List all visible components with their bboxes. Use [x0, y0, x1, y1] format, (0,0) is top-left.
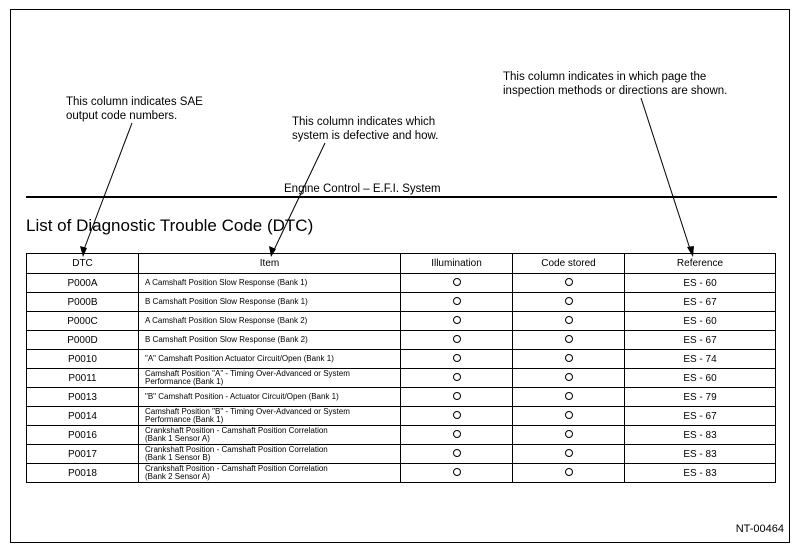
- reference-cell: ES - 60: [625, 312, 776, 331]
- illumination-cell: [401, 407, 513, 426]
- circle-mark-icon: [453, 316, 461, 324]
- table-row: [27, 350, 776, 369]
- item-text-line: Crankshaft Position - Camshaft Position Correlation: [145, 444, 328, 454]
- illumination-cell: [401, 388, 513, 407]
- table-row: [27, 426, 776, 445]
- reference-cell: ES - 67: [625, 331, 776, 350]
- table-row: [27, 407, 776, 426]
- illumination-cell: [401, 293, 513, 312]
- table-row: [27, 331, 776, 350]
- table-row: [27, 369, 776, 388]
- table-row: [27, 388, 776, 407]
- item-text-line: Camshaft Position "A" - Timing Over-Advanced or System: [145, 368, 350, 378]
- illumination-cell: [401, 445, 513, 464]
- list-title: List of Diagnostic Trouble Code (DTC): [26, 216, 314, 235]
- illumination-cell: [401, 312, 513, 331]
- column-header-code-stored: Code stored: [513, 254, 625, 274]
- item-text-line: Camshaft Position "B" - Timing Over-Advanced or System: [145, 406, 350, 416]
- circle-mark-icon: [565, 468, 573, 476]
- circle-mark-icon: [453, 335, 461, 343]
- code-stored-cell: [513, 293, 625, 312]
- dtc-table: [26, 253, 776, 483]
- illumination-cell: [401, 350, 513, 369]
- circle-mark-icon: [565, 449, 573, 457]
- circle-mark-icon: [565, 392, 573, 400]
- callout-item-line-1: This column indicates which: [292, 116, 436, 128]
- code-stored-cell: [513, 445, 625, 464]
- reference-cell: ES - 83: [625, 464, 776, 483]
- reference-cell: ES - 83: [625, 445, 776, 464]
- reference-cell: ES - 60: [625, 369, 776, 388]
- column-header-reference: Reference: [625, 254, 776, 274]
- item-cell: [139, 293, 401, 312]
- circle-mark-icon: [565, 430, 573, 438]
- arrow-item: [273, 143, 325, 252]
- illumination-cell: [401, 331, 513, 350]
- circle-mark-icon: [453, 373, 461, 381]
- dtc-code-cell: P000D: [27, 331, 139, 350]
- code-stored-cell: [513, 407, 625, 426]
- illumination-cell: [401, 369, 513, 388]
- code-stored-cell: [513, 274, 625, 293]
- item-text-line: (Bank 1 Sensor B): [145, 453, 211, 462]
- reference-cell: ES - 67: [625, 293, 776, 312]
- item-text-line: Performance (Bank 1): [145, 415, 224, 424]
- item-cell: [139, 407, 401, 426]
- circle-mark-icon: [565, 354, 573, 362]
- dtc-code-cell: P0014: [27, 407, 139, 426]
- item-cell: [139, 445, 401, 464]
- item-cell: [139, 426, 401, 445]
- table-header-row: [27, 254, 776, 274]
- table-row: [27, 293, 776, 312]
- item-text-line: A Camshaft Position Slow Response (Bank 2): [145, 315, 308, 325]
- circle-mark-icon: [565, 411, 573, 419]
- circle-mark-icon: [453, 449, 461, 457]
- circle-mark-icon: [453, 354, 461, 362]
- code-stored-cell: [513, 464, 625, 483]
- code-stored-cell: [513, 388, 625, 407]
- dtc-code-cell: P000B: [27, 293, 139, 312]
- circle-mark-icon: [453, 297, 461, 305]
- reference-cell: ES - 60: [625, 274, 776, 293]
- illumination-cell: [401, 274, 513, 293]
- item-text-line: B Camshaft Position Slow Response (Bank 1): [145, 296, 308, 306]
- illumination-cell: [401, 426, 513, 445]
- circle-mark-icon: [453, 411, 461, 419]
- circle-mark-icon: [565, 316, 573, 324]
- code-stored-cell: [513, 331, 625, 350]
- table-body: [27, 274, 776, 483]
- code-stored-cell: [513, 426, 625, 445]
- reference-cell: ES - 79: [625, 388, 776, 407]
- callout-dtc-line-1: This column indicates SAE: [66, 96, 203, 108]
- item-text-line: "B" Camshaft Position - Actuator Circuit/Open (Bank 1): [145, 391, 339, 401]
- item-text-line: (Bank 1 Sensor A): [145, 434, 210, 443]
- dtc-code-cell: P0018: [27, 464, 139, 483]
- dtc-code-cell: P0013: [27, 388, 139, 407]
- table-row: [27, 464, 776, 483]
- item-cell: [139, 331, 401, 350]
- reference-cell: ES - 83: [625, 426, 776, 445]
- circle-mark-icon: [565, 335, 573, 343]
- callout-dtc-line-2: output code numbers.: [66, 110, 178, 122]
- circle-mark-icon: [565, 373, 573, 381]
- arrow-reference: [641, 98, 691, 252]
- dtc-code-cell: P0017: [27, 445, 139, 464]
- circle-mark-icon: [453, 468, 461, 476]
- arrow-dtc: [83, 123, 132, 252]
- item-cell: [139, 464, 401, 483]
- circle-mark-icon: [453, 430, 461, 438]
- table-row: [27, 312, 776, 331]
- dtc-code-cell: P0011: [27, 369, 139, 388]
- item-text-line: A Camshaft Position Slow Response (Bank 1): [145, 277, 308, 287]
- code-stored-cell: [513, 369, 625, 388]
- callout-item-line-2: system is defective and how.: [292, 130, 439, 142]
- dtc-code-cell: P0016: [27, 426, 139, 445]
- circle-mark-icon: [565, 278, 573, 286]
- dtc-code-cell: P0010: [27, 350, 139, 369]
- circle-mark-icon: [453, 392, 461, 400]
- callout-reference-line-1: This column indicates in which page the: [503, 71, 707, 83]
- item-cell: [139, 274, 401, 293]
- column-header-illumination: Illumination: [401, 254, 513, 274]
- figure-id: NT-00464: [735, 523, 784, 535]
- reference-cell: ES - 67: [625, 407, 776, 426]
- circle-mark-icon: [453, 278, 461, 286]
- circle-mark-icon: [565, 297, 573, 305]
- column-header-item: Item: [139, 254, 401, 274]
- illumination-cell: [401, 464, 513, 483]
- item-text-line: "A" Camshaft Position Actuator Circuit/Open (Bank 1): [145, 353, 334, 363]
- dtc-code-cell: P000C: [27, 312, 139, 331]
- column-header-dtc: DTC: [27, 254, 139, 274]
- item-text-line: Performance (Bank 1): [145, 377, 224, 386]
- item-text-line: Crankshaft Position - Camshaft Position Correlation: [145, 463, 328, 473]
- item-cell: [139, 388, 401, 407]
- table-row: [27, 445, 776, 464]
- item-text-line: Crankshaft Position - Camshaft Position Correlation: [145, 425, 328, 435]
- table-row: [27, 274, 776, 293]
- item-cell: [139, 350, 401, 369]
- reference-cell: ES - 74: [625, 350, 776, 369]
- code-stored-cell: [513, 350, 625, 369]
- callout-reference-line-2: inspection methods or directions are shown.: [503, 85, 728, 97]
- code-stored-cell: [513, 312, 625, 331]
- item-cell: [139, 312, 401, 331]
- dtc-code-cell: P000A: [27, 274, 139, 293]
- section-title: Engine Control – E.F.I. System: [284, 183, 441, 195]
- item-text-line: (Bank 2 Sensor A): [145, 472, 210, 481]
- item-cell: [139, 369, 401, 388]
- item-text-line: B Camshaft Position Slow Response (Bank 2): [145, 334, 308, 344]
